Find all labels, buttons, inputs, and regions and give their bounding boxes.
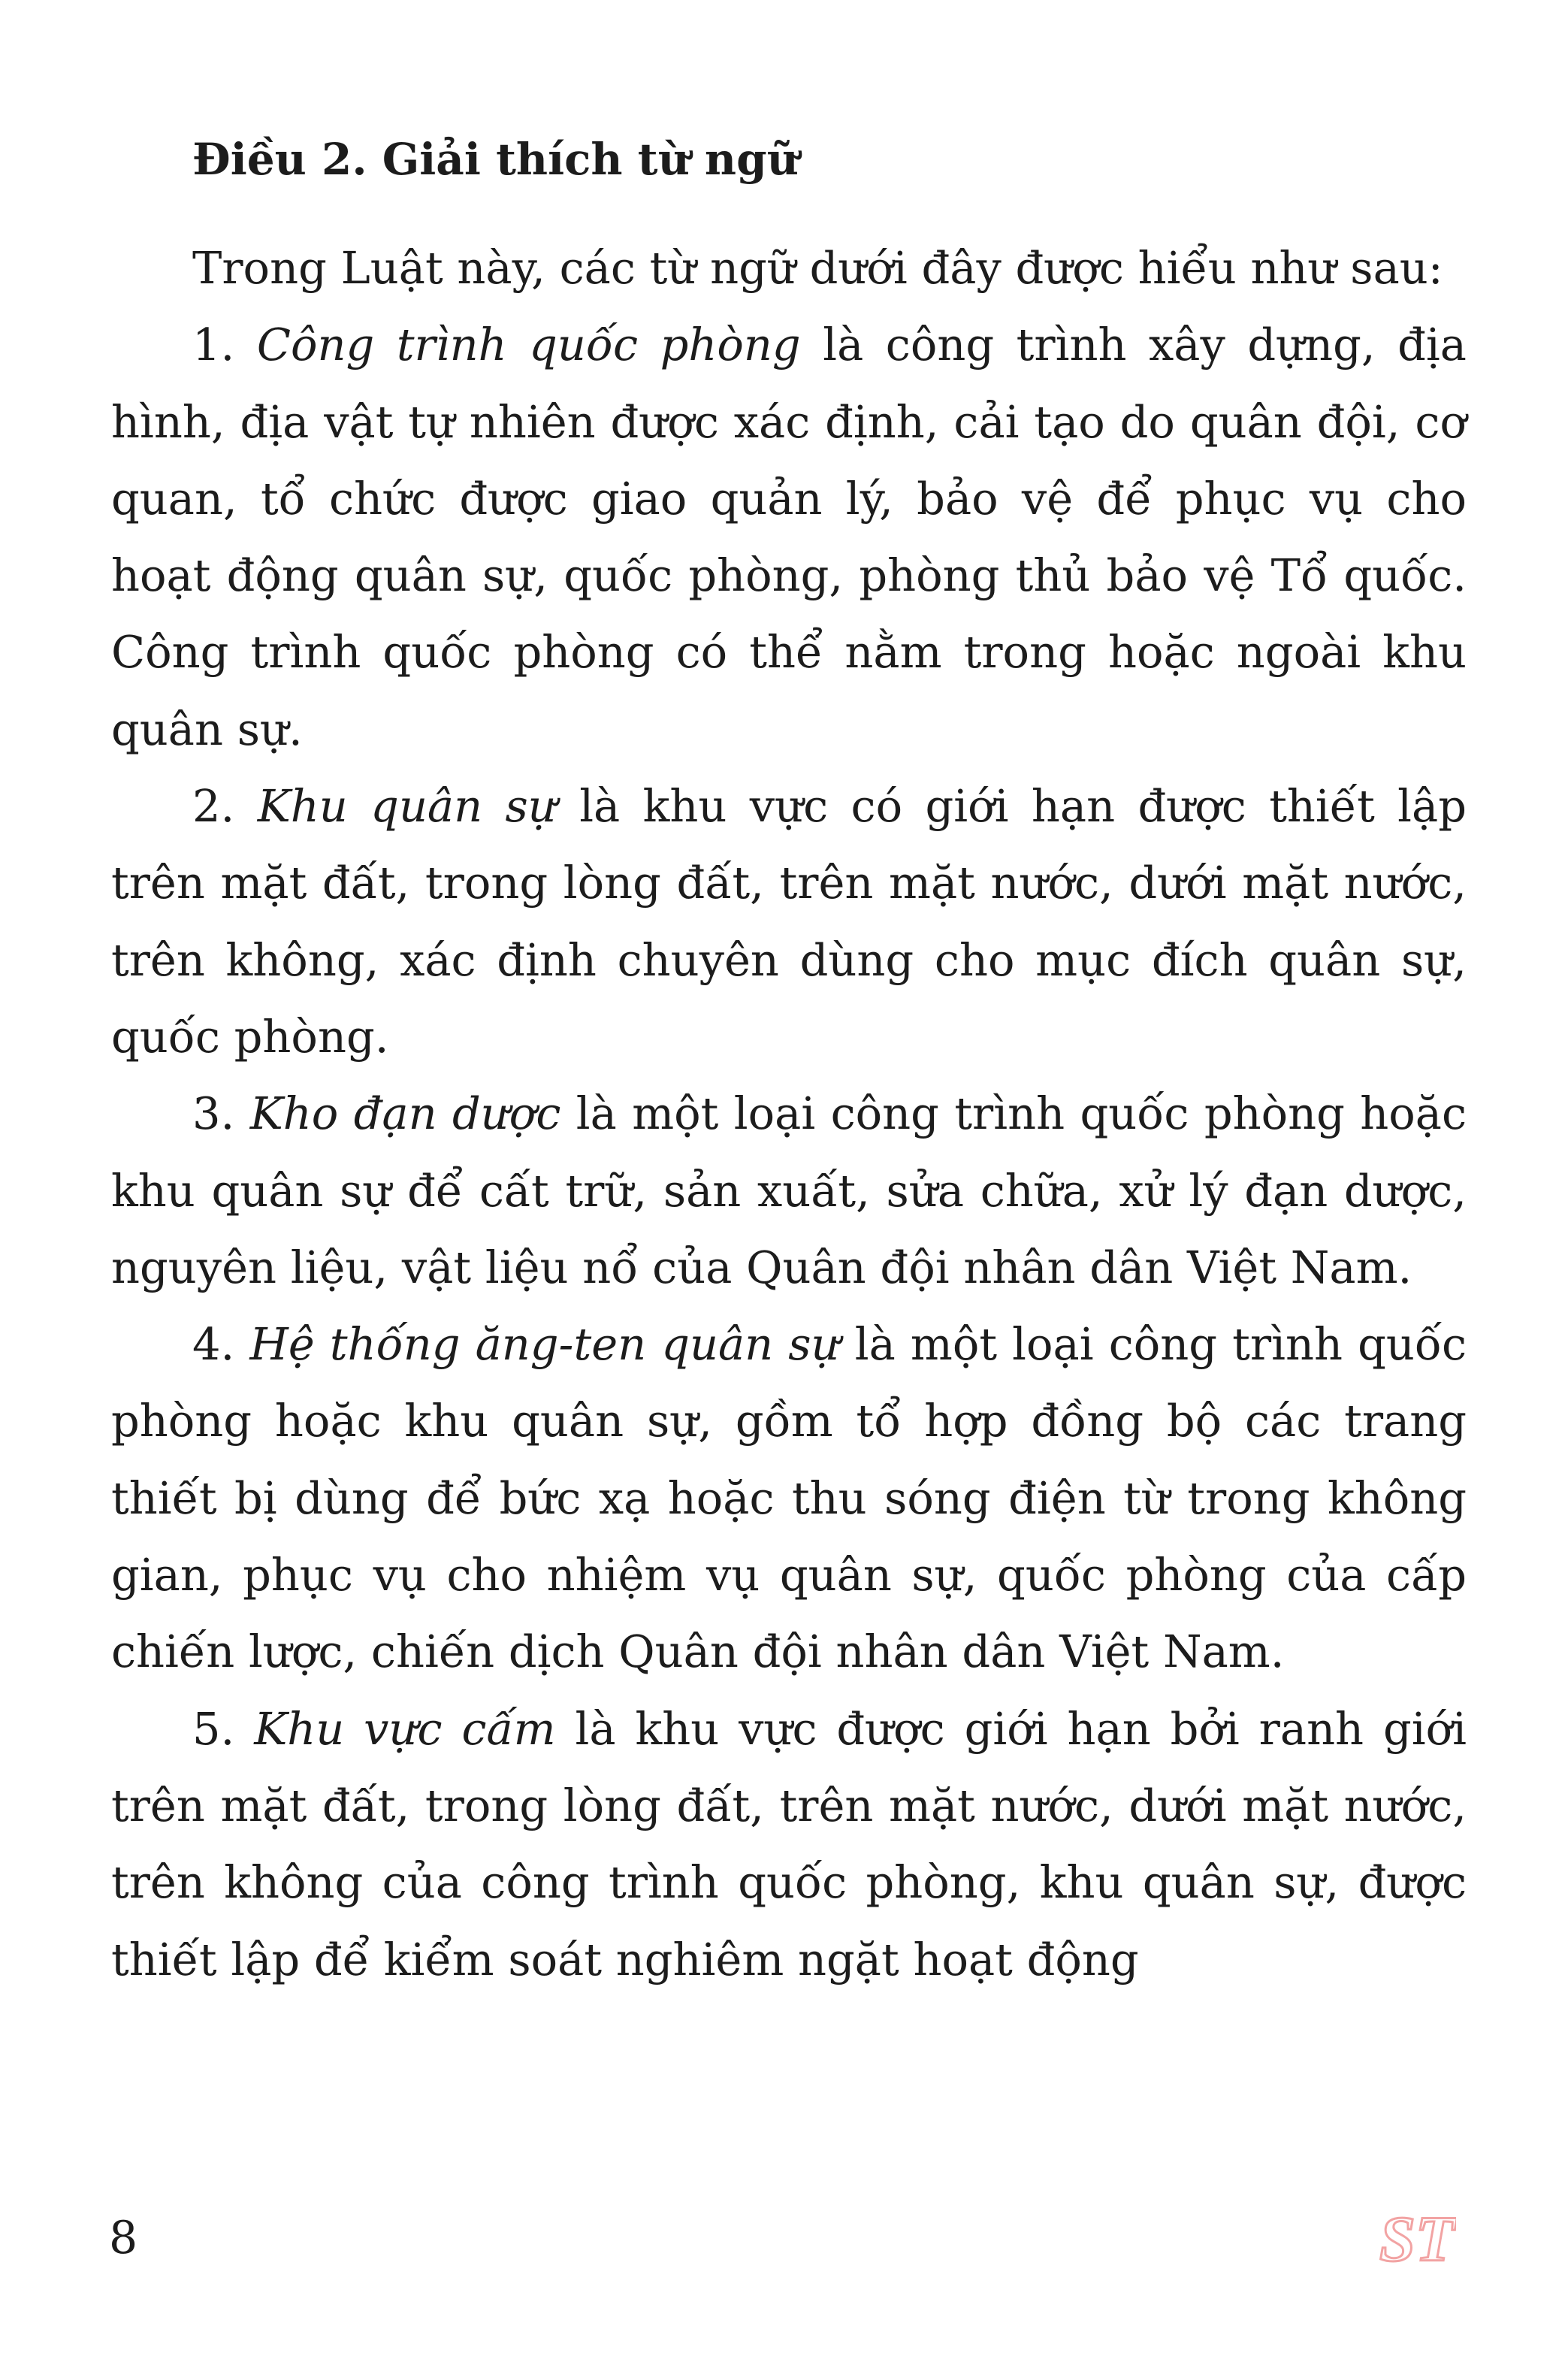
item-number: 1. [192,319,235,371]
definition-item-3 [111,1075,1467,1306]
definition-item-4 [111,1306,1467,1690]
intro-paragraph: Trong Luật này, các từ ngữ dưới đây được hiểu như sau: [192,242,1443,294]
definition-text: là khu vực có giới hạn được thiết lập trên mặt đất, trong lòng đất, trên mặt nước, dưới mặt nước, trên không, xác định chuyên dùng cho mục đích quân sự, quốc phòng. [111,780,1467,1063]
definition-text: là một loại công trình quốc phòng hoặc khu quân sự để cất trữ, sản xuất, sửa chữa, xử lý đạn dược, nguyên liệu, vật liệu nổ của Quân đội nhân dân Việt Nam. [111,1087,1467,1293]
watermark-text: ST [1379,2203,1455,2275]
defined-term: Công trình quốc phòng [256,319,801,371]
defined-term: Hệ thống ăng-ten quân sự [249,1318,840,1371]
definition-text: là một loại công trình quốc phòng hoặc khu quân sự, gồm tổ hợp đồng bộ các trang thiết bị dùng để bức xạ hoặc thu sóng điện từ trong không gian, phục vụ cho nhiệm vụ quân sự, quốc phòng của cấp chiến lược, chiến dịch Quân đội nhân dân Việt Nam. [111,1318,1467,1678]
article-body [111,230,1467,1998]
defined-term: Khu quân sự [257,780,557,833]
definition-item-1 [111,307,1467,768]
page-number: 8 [109,2212,138,2264]
item-number: 2. [192,780,235,833]
definition-text: là công trình xây dựng, địa hình, địa vật tự nhiên được xác định, cải tạo do quân đội, cơ quan, tổ chức được giao quản lý, bảo vệ để phục vụ cho hoạt động quân sự, quốc phòng, phòng thủ bảo vệ Tổ quốc. Công trình quốc phòng có thể nằm trong hoặc ngoài khu quân sự. [111,319,1467,755]
article-heading: Điều 2. Giải thích từ ngữ [192,134,799,185]
item-number: 3. [192,1087,235,1140]
defined-term: Kho đạn dược [249,1087,561,1140]
defined-term: Khu vực cấm [254,1702,556,1755]
publisher-logo-watermark [1373,2194,1456,2277]
definition-text: là khu vực được giới hạn bởi ranh giới trên mặt đất, trong lòng đất, trên mặt nước, dưới mặt nước, trên không của công trình quốc phòng, khu quân sự, được thiết lập để kiểm soát nghiêm ngặt hoạt động [111,1702,1467,1985]
definition-item-2 [111,768,1467,1075]
item-number: 5. [192,1702,235,1755]
definition-item-5 [111,1691,1467,1998]
item-number: 4. [192,1318,235,1371]
